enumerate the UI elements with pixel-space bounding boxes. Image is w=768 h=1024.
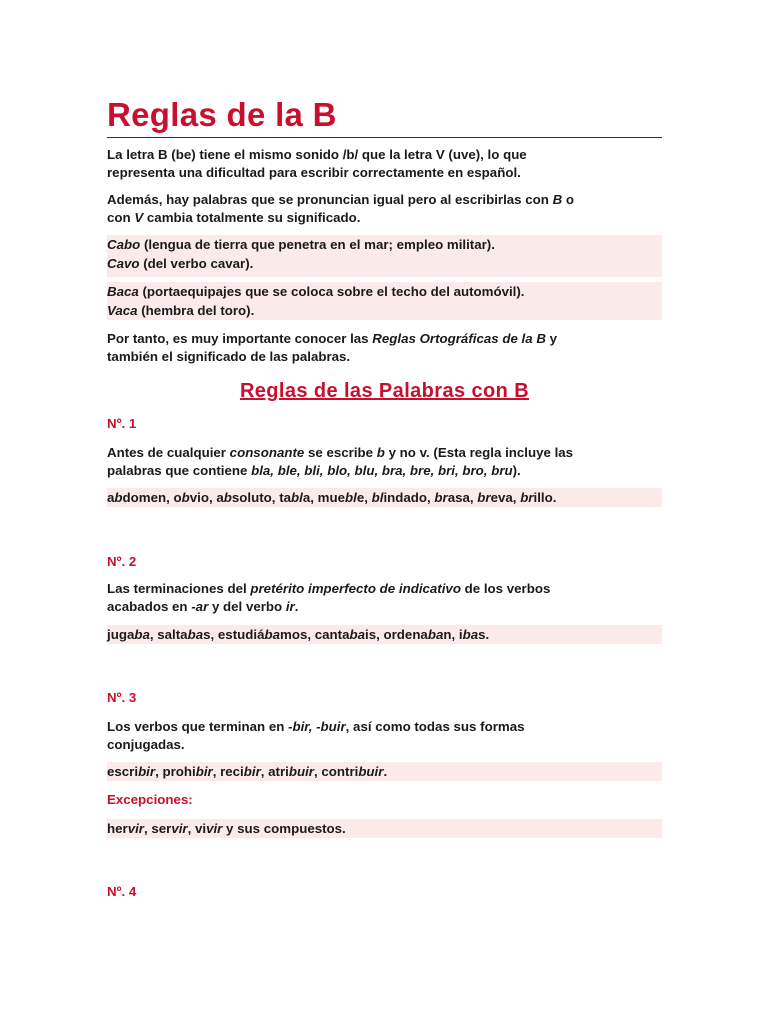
rule-1-description: Antes de cualquier consonante se escribe b y no v. (Esta regla incluye las palabras que contiene bla, ble, bli, blo, blu, bra, bre, bri, bro, bru). [107,445,574,478]
rule-2-description: Las terminaciones del pretérito imperfecto de indicativo de los verbos acabados en -ar y del verbo ir. [107,581,551,614]
intro-paragraph-1: La letra B (be) tiene el mismo sonido /b/ que la letra V (uve), lo que representa una dificultad para escribir correctamente en español. [107,147,527,180]
title-divider [107,137,662,138]
example-word: contribuir. [321,764,388,779]
example-word: absoluto, [216,490,280,505]
example-word: abdomen, [107,490,174,505]
pair-baca: Baca (portaequipajes que se coloca sobre el techo del automóvil). [107,284,525,299]
conclusion-paragraph: Por tanto, es muy importante conocer las Reglas Ortográficas de la B y también el significado de las palabras. [107,331,558,364]
pair-cavo: Cavo (del verbo cavar). [107,255,254,271]
intro-paragraph-2: Además, hay palabras que se pronuncian igual pero al escribirlas con B o con V cambia totalmente su significado. [107,192,575,225]
example-word: servir, [151,821,195,836]
pair-vaca: Vaca (hembra del toro). [107,302,255,318]
homophone-pair-cabo-cavo [107,235,662,277]
example-word: saltabas, [157,627,218,642]
example-word: ordenaban, [383,627,459,642]
example-word: ibas. [458,627,490,642]
example-word: brillo. [520,490,557,505]
example-word: prohibir, [162,764,221,779]
example-word: mueble, [317,490,372,505]
example-word: estudiábamos, [217,627,315,642]
example-word: obvio, [173,490,217,505]
example-word: escribir, [107,764,163,779]
example-word: recibir, [220,764,269,779]
example-word: tabla, [279,490,318,505]
rule-3-examples [107,762,662,781]
example-word: cantabais, [314,627,384,642]
rule-2-examples [107,625,662,644]
example-word: hervir, [107,821,152,836]
example-word: vivir y sus compuestos. [194,821,346,836]
rule-3-exceptions [107,819,662,838]
homophone-pair-baca-vaca [107,282,662,320]
example-word: atribuir, [268,764,322,779]
rule-3-description: Los verbos que terminan en -bir, -buir, así como todas sus formas conjugadas. [107,719,525,752]
example-word: breva, [477,490,521,505]
example-word: brasa, [434,490,478,505]
exceptions-label: Excepciones: [107,792,193,807]
rule-1-number: Nº. 1 [107,416,137,431]
example-word: blindado, [371,490,435,505]
example-word: jugaba, [107,627,158,642]
rule-2-number: Nº. 2 [107,554,137,569]
page-title: Reglas de la B [107,96,337,133]
rule-1-examples [107,488,662,507]
rule-4-number: Nº. 4 [107,884,137,899]
pair-cabo: Cabo (lengua de tierra que penetra en el mar; empleo militar). [107,237,495,252]
rule-3-number: Nº. 3 [107,690,137,705]
section-subtitle: Reglas de las Palabras con B [239,380,530,402]
